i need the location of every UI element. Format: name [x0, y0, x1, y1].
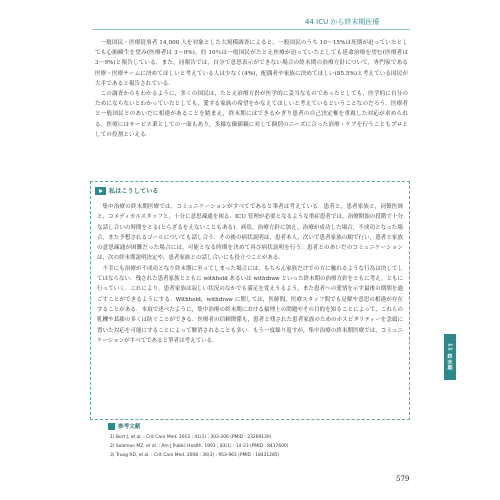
box-title: 私はこうしている — [109, 188, 159, 195]
arrow-icon — [95, 187, 106, 195]
box-paragraph: 集中治療の終末期医療では，コミュニケーションがすべてであると筆者は考えている．患者と，患者家族と，同僚医師と，コメディカルスタッフと，十分に意思疎通を図る．ICU 管理が必要となるような重症患者では，治療開始の段階で十分な話し合いの時間をとる(とらざるをえないこともある)．病状，治療方針に加え，治療が成功した場合，不成功となった場合，また予想されるゴールについても話し合う．その後の病状説明は，患者本人，次いで患者家族の順で行い，患者と家族の意思疎通が困難だった場合には，可能となる時期を決めて再び病状説明を行う．患者とのあいだのコミュニケーションは，次の終末期説明決定や，患者家族との話し合いにも役立つことがある． — [97, 204, 403, 262]
reference-item: 1) Burt J, et al. : Crit Care Med. 2013 ; 41(1) : 303-306 (PMID : 23269130) — [110, 435, 272, 440]
running-header: 44 ICU から終末期医療 — [305, 18, 380, 26]
box-text — [97, 202, 403, 346]
body-text — [95, 38, 408, 140]
reference-item: 3) Truog RD, et al. : Crit Care Med. 2008 ; 36(3) : 953-963 (PMID : 18431285) — [110, 453, 280, 459]
references-list — [110, 433, 400, 461]
references-header — [108, 422, 140, 430]
body-paragraph: 一般国民・医療従事者 14,000 人を対象とした大規模調査によると，一般国民のうち 10〜15%は死期が迫っていたとしても心肺蘇生を望み(医療者は 3〜9%)，約 10％は一般国民がたとえ医療が迫っていたとしても延命治療を望む(医療者は 3〜9%)と報告している．また，同報告では，自分で意思表示ができない場合の終末期の治療方針について，専門家である医療・医療チームに決めてほしいと考えている人は少なく(4%)，配偶者や家族に決めてほしい(85.5%)と考えている国民が大半であると報告されている． — [95, 40, 408, 87]
header-rule — [92, 29, 410, 30]
references-title: 参考文献 — [118, 424, 141, 430]
body-paragraph: この調査からもわかるように，多くの国民は，たとえ治療方針が医学的に妥当なものであったとしても，医学的に自分のためにならないとわかっていたとしても，愛する家族の希望をかなえてほしいと考えているということなのだろう．医療者と一般国民とのあいだに相違があることを踏まえ，終末期にはできるかぎり患者の自己決定権を重視した対応が求められる．医療にはサービス業としての一面もあり，多様な価値観に対して個別のニーズに合った治療・ケアを行うこともプロとしての役割といえる． — [95, 91, 408, 138]
page-number: 579 — [396, 475, 410, 483]
box-paragraph: 不幸にも治療が不成功となり終末期に至ってしまった場合には，もちろん家族だけでの方に触れるような行為は決してしてはならない．残された患者家族とともに withhold あるいは withdraw といった終末期の治療方針をともに考え，ともに行っていく．これにより，患者家族は寂しい状況のなかでも満足を覚えうるよう，また患者への愛情を示す最後の期間を過ごすことができるようにする．Withhold，withdraw に関しては，医師間，医療スタッフ間でも見解や意思の相違が存在することがある．本項で述べたように，集中治療の終末期における倫理上の問題やその目的を知ることによって，これらの軋轢や葛藤の多くは防ぐことができる．医療者の信頼関係も，患者と残された患者家族のためのホスピタリティーを念頭に置いた対応を可能にすることによって解消されることも多い．もう一度繰り返すが，集中治療の終末期医療では，コミュニケーションがすべてであると筆者は考えている． — [97, 265, 403, 344]
chapter-side-tab — [444, 334, 456, 380]
reference-item: 2) Solomon MZ, et al. : Am J Public Health. 1993 ; 83(1) : 14-23 (PMID : 8417600) — [110, 444, 289, 450]
side-tab-label: 11 終末期 — [446, 343, 453, 371]
practice-box — [90, 181, 410, 420]
square-icon — [108, 423, 115, 430]
box-header — [95, 186, 159, 195]
